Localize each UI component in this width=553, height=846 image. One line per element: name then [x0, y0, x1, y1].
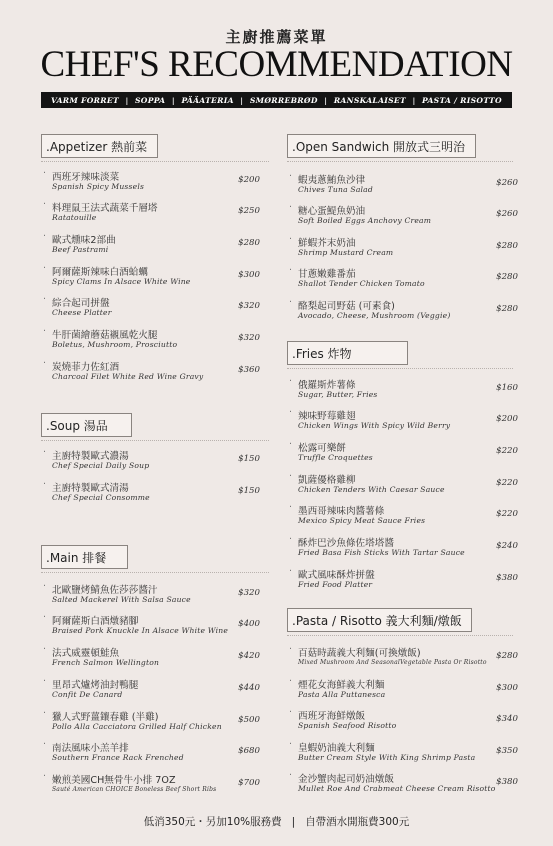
menu-item	[52, 645, 260, 673]
item-price: $440	[238, 683, 260, 693]
item-price: $360	[238, 365, 260, 375]
item-name-en: Mixed Mushroom And SeasonalVegetable Pasta Or Risotto	[298, 659, 487, 666]
item-name-zh: · 糖心蛋鯷魚奶油	[298, 203, 365, 217]
menu-item	[298, 377, 518, 405]
item-name-zh: · 阿爾薩斯辣味白酒蛤蠣	[52, 264, 148, 278]
nav-item-ranskalaiset[interactable]: RANSKALAISET	[333, 95, 406, 105]
nav-separator: |	[324, 95, 328, 105]
menu-item	[52, 677, 260, 705]
item-name-zh: · 凱薩優格雞柳	[298, 472, 356, 486]
item-name-en: Truffle Croquettes	[298, 453, 373, 462]
item-name-en: Chicken Tenders With Caesar Sauce	[298, 485, 445, 494]
menu-item	[52, 200, 260, 228]
nav-separator: |	[412, 95, 416, 105]
section-title-fries: .Fries 炸物	[287, 341, 408, 365]
item-name-en: Chicken Wings With Spicy Wild Berry	[298, 421, 451, 430]
footer-note	[0, 814, 553, 829]
menu-item	[52, 232, 260, 260]
item-name-en: Salted Mackerel With Salsa Sauce	[52, 595, 191, 604]
dotted-divider	[41, 161, 269, 162]
dotted-divider	[41, 572, 269, 573]
menu-item	[52, 448, 260, 476]
section-title-appetizer: .Appetizer 熱前菜	[41, 134, 158, 158]
dotted-divider	[287, 161, 513, 162]
item-name-en: Spicy Clams In Alsace White Wine	[52, 277, 191, 286]
item-price: $240	[496, 541, 518, 551]
item-price: $280	[496, 651, 518, 661]
item-name-en: Spanish Seafood Risotto	[298, 721, 397, 730]
dotted-divider	[287, 635, 513, 636]
item-name-zh: · 俄羅斯炸薯條	[298, 377, 356, 391]
menu-item	[298, 266, 518, 294]
item-price: $680	[238, 746, 260, 756]
menu-title-en: CHEF'S RECOMMENDATION	[40, 44, 513, 85]
item-name-en: Chef Special Consomme	[52, 493, 150, 502]
item-price: $160	[496, 383, 518, 393]
footer-corkage-fee: 自帶酒水開瓶費300元	[305, 816, 410, 828]
section-title-open-sandwich: .Open Sandwich 開放式三明治	[287, 134, 476, 158]
nav-item-varm-forret[interactable]: VARM FORRET	[51, 95, 119, 105]
menu-item	[298, 740, 518, 768]
item-price: $260	[496, 178, 518, 188]
item-name-zh: · 里昂式爐烤油封鴨腿	[52, 677, 138, 691]
item-name-en: Soft Boiled Eggs Anchovy Cream	[298, 216, 432, 225]
item-name-en: Sugar, Butter, Fries	[298, 390, 378, 399]
item-name-en: Avocado, Cheese, Mushroom (Veggie)	[298, 311, 451, 320]
item-price: $320	[238, 588, 260, 598]
nav-separator: |	[240, 95, 244, 105]
item-price: $300	[496, 683, 518, 693]
item-price: $300	[238, 270, 260, 280]
menu-item	[298, 298, 518, 326]
item-price: $220	[496, 509, 518, 519]
item-name-en: Mullet Roe And Crabmeat Cheese Cream Risotto	[298, 784, 496, 793]
item-name-zh: · 獵人式野薑鑲春雞 (半雞)	[52, 709, 158, 723]
section-title-main: .Main 排餐	[41, 545, 128, 569]
item-name-zh: · 主廚特製歐式濃湯	[52, 448, 129, 462]
item-price: $200	[496, 414, 518, 424]
menu-item	[52, 613, 260, 641]
item-name-zh: · 料理鼠王法式蔬菜千層塔	[52, 200, 158, 214]
nav-separator: |	[171, 95, 175, 105]
item-name-en: Beef Pastrami	[52, 245, 109, 254]
item-price: $150	[238, 454, 260, 464]
menu-item	[298, 535, 518, 563]
menu-item	[298, 677, 518, 705]
nav-item-pasta-risotto[interactable]: PASTA / RISOTTO	[422, 95, 502, 105]
item-name-zh: · 煙花女海鮮義大利麵	[298, 677, 384, 691]
item-name-en: Butter Cream Style With King Shrimp Pasta	[298, 753, 476, 762]
menu-item	[298, 440, 518, 468]
menu-item	[298, 235, 518, 263]
item-name-zh: · 炭燒菲力佐紅酒	[52, 359, 119, 373]
menu-item	[52, 740, 260, 768]
item-name-zh: · 辣味野莓雞翅	[298, 408, 356, 422]
item-price: $280	[496, 241, 518, 251]
menu-item	[298, 203, 518, 231]
item-name-zh: · 皇蝦奶油義大利麵	[298, 740, 375, 754]
item-name-en: Confit De Canard	[52, 690, 123, 699]
item-price: $200	[238, 175, 260, 185]
item-name-en: Ratatouille	[52, 213, 97, 222]
menu-item	[298, 408, 518, 436]
menu-item	[298, 567, 518, 595]
menu-item	[298, 708, 518, 736]
item-name-en: Shallot Tender Chicken Tomato	[298, 279, 425, 288]
section-title-soup: .Soup 湯品	[41, 413, 132, 437]
item-name-en: Fried Food Platter	[298, 580, 373, 589]
menu-item	[52, 582, 260, 610]
item-price: $280	[238, 238, 260, 248]
item-name-en: Chef Special Daily Soup	[52, 461, 150, 470]
item-name-en: Pollo Alla Cacciatora Grilled Half Chicken	[52, 722, 222, 731]
item-name-en: Sauté American CHOICE Boneless Beef Short Ribs	[52, 786, 217, 793]
menu-item	[52, 709, 260, 737]
nav-separator: |	[125, 95, 129, 105]
item-name-zh: · 南法風味小羔羊排	[52, 740, 129, 754]
item-name-en: Braised Pork Knuckle In Alsace White Wine	[52, 626, 229, 635]
item-name-en: Southern France Rack Frenched	[52, 753, 184, 762]
item-price: $350	[496, 746, 518, 756]
item-name-zh: · 綜合起司拼盤	[52, 295, 110, 309]
nav-item-smorrebrod[interactable]: SMØRREBRØD	[249, 95, 318, 105]
item-price: $500	[238, 715, 260, 725]
footer-minimum-charge: 低消350元・另加10%服務費	[143, 816, 282, 828]
item-name-zh: · 嫩煎美國CH無骨牛小排 7OZ	[52, 772, 176, 786]
item-price: $150	[238, 486, 260, 496]
menu-item	[298, 472, 518, 500]
section-title-pasta-risotto: .Pasta / Risotto 義大利麵/燉飯	[287, 608, 472, 632]
item-name-zh: · 歐式風味酥炸拼盤	[298, 567, 375, 581]
dotted-divider	[287, 368, 513, 369]
item-name-zh: · 金沙蟹肉起司奶油燉飯	[298, 771, 394, 785]
menu-item	[298, 771, 518, 799]
item-name-zh: · 北歐鹽烤鯖魚佐莎莎醬汁	[52, 582, 158, 596]
menu-item	[298, 503, 518, 531]
menu-title-zh: 主廚推薦菜單	[225, 28, 328, 46]
item-name-en: Fried Basa Fish Sticks With Tartar Sauce	[298, 548, 465, 557]
item-name-en: Charcoal Filet White Red Wine Gravy	[52, 372, 204, 381]
item-price: $220	[496, 446, 518, 456]
item-name-en: Spanish Spicy Mussels	[52, 182, 145, 191]
dotted-divider	[41, 440, 269, 441]
menu-item	[52, 480, 260, 508]
item-price: $700	[238, 778, 260, 788]
item-name-en: Mexico Spicy Meat Sauce Fries	[298, 516, 426, 525]
category-nav-bar	[41, 92, 512, 108]
item-name-en: Pasta Alla Puttanesca	[298, 690, 386, 699]
menu-item	[52, 359, 260, 387]
nav-item-paaateria[interactable]: PÄÄATERIA	[181, 95, 234, 105]
item-price: $250	[238, 206, 260, 216]
item-name-zh: · 蝦夷蔥鮪魚沙律	[298, 172, 365, 186]
item-name-zh: · 主廚特製歐式清湯	[52, 480, 129, 494]
item-name-zh: · 百菇時蔬義大利麵(可換燉飯)	[298, 645, 421, 659]
menu-item	[298, 645, 518, 673]
item-name-zh: · 墨西哥辣味肉醬薯條	[298, 503, 384, 517]
item-name-zh: · 牛肝菌繪蘑菇襯風乾火腿	[52, 327, 158, 341]
menu-item	[52, 327, 260, 355]
item-name-en: French Salmon Wellington	[52, 658, 160, 667]
item-name-zh: · 西班牙辣味淡菜	[52, 169, 119, 183]
menu-item	[52, 772, 260, 800]
item-name-zh: · 松露可樂餅	[298, 440, 346, 454]
menu-item	[298, 172, 518, 200]
item-name-zh: · 法式威靈頓鮭魚	[52, 645, 119, 659]
item-name-zh: · 鮮蝦芥末奶油	[298, 235, 356, 249]
item-price: $220	[496, 478, 518, 488]
menu-item	[52, 295, 260, 323]
item-name-en: Shrimp Mustard Cream	[298, 248, 394, 257]
menu-item	[52, 169, 260, 197]
item-name-en: Chives Tuna Salad	[298, 185, 373, 194]
item-price: $280	[496, 304, 518, 314]
footer-separator: |	[291, 816, 296, 828]
item-price: $380	[496, 573, 518, 583]
item-name-zh: · 酪梨起司野菇 (可素食)	[298, 298, 395, 312]
item-price: $420	[238, 651, 260, 661]
item-price: $380	[496, 777, 518, 787]
item-name-zh: · 歐式燻味2部曲	[52, 232, 116, 246]
item-price: $260	[496, 209, 518, 219]
item-price: $340	[496, 714, 518, 724]
item-price: $400	[238, 619, 260, 629]
item-name-zh: · 阿爾薩斯白酒燉豬腳	[52, 613, 138, 627]
item-price: $280	[496, 272, 518, 282]
item-name-zh: · 酥炸巴沙魚條佐塔塔醬	[298, 535, 394, 549]
menu-item	[52, 264, 260, 292]
item-name-zh: · 甘蔥嫩雞番茄	[298, 266, 356, 280]
item-name-en: Boletus, Mushroom, Prosciutto	[52, 340, 178, 349]
item-price: $320	[238, 333, 260, 343]
nav-item-soppa[interactable]: SOPPA	[135, 95, 166, 105]
item-price: $320	[238, 301, 260, 311]
item-name-en: Cheese Platter	[52, 308, 112, 317]
item-name-zh: · 西班牙海鮮燉飯	[298, 708, 365, 722]
